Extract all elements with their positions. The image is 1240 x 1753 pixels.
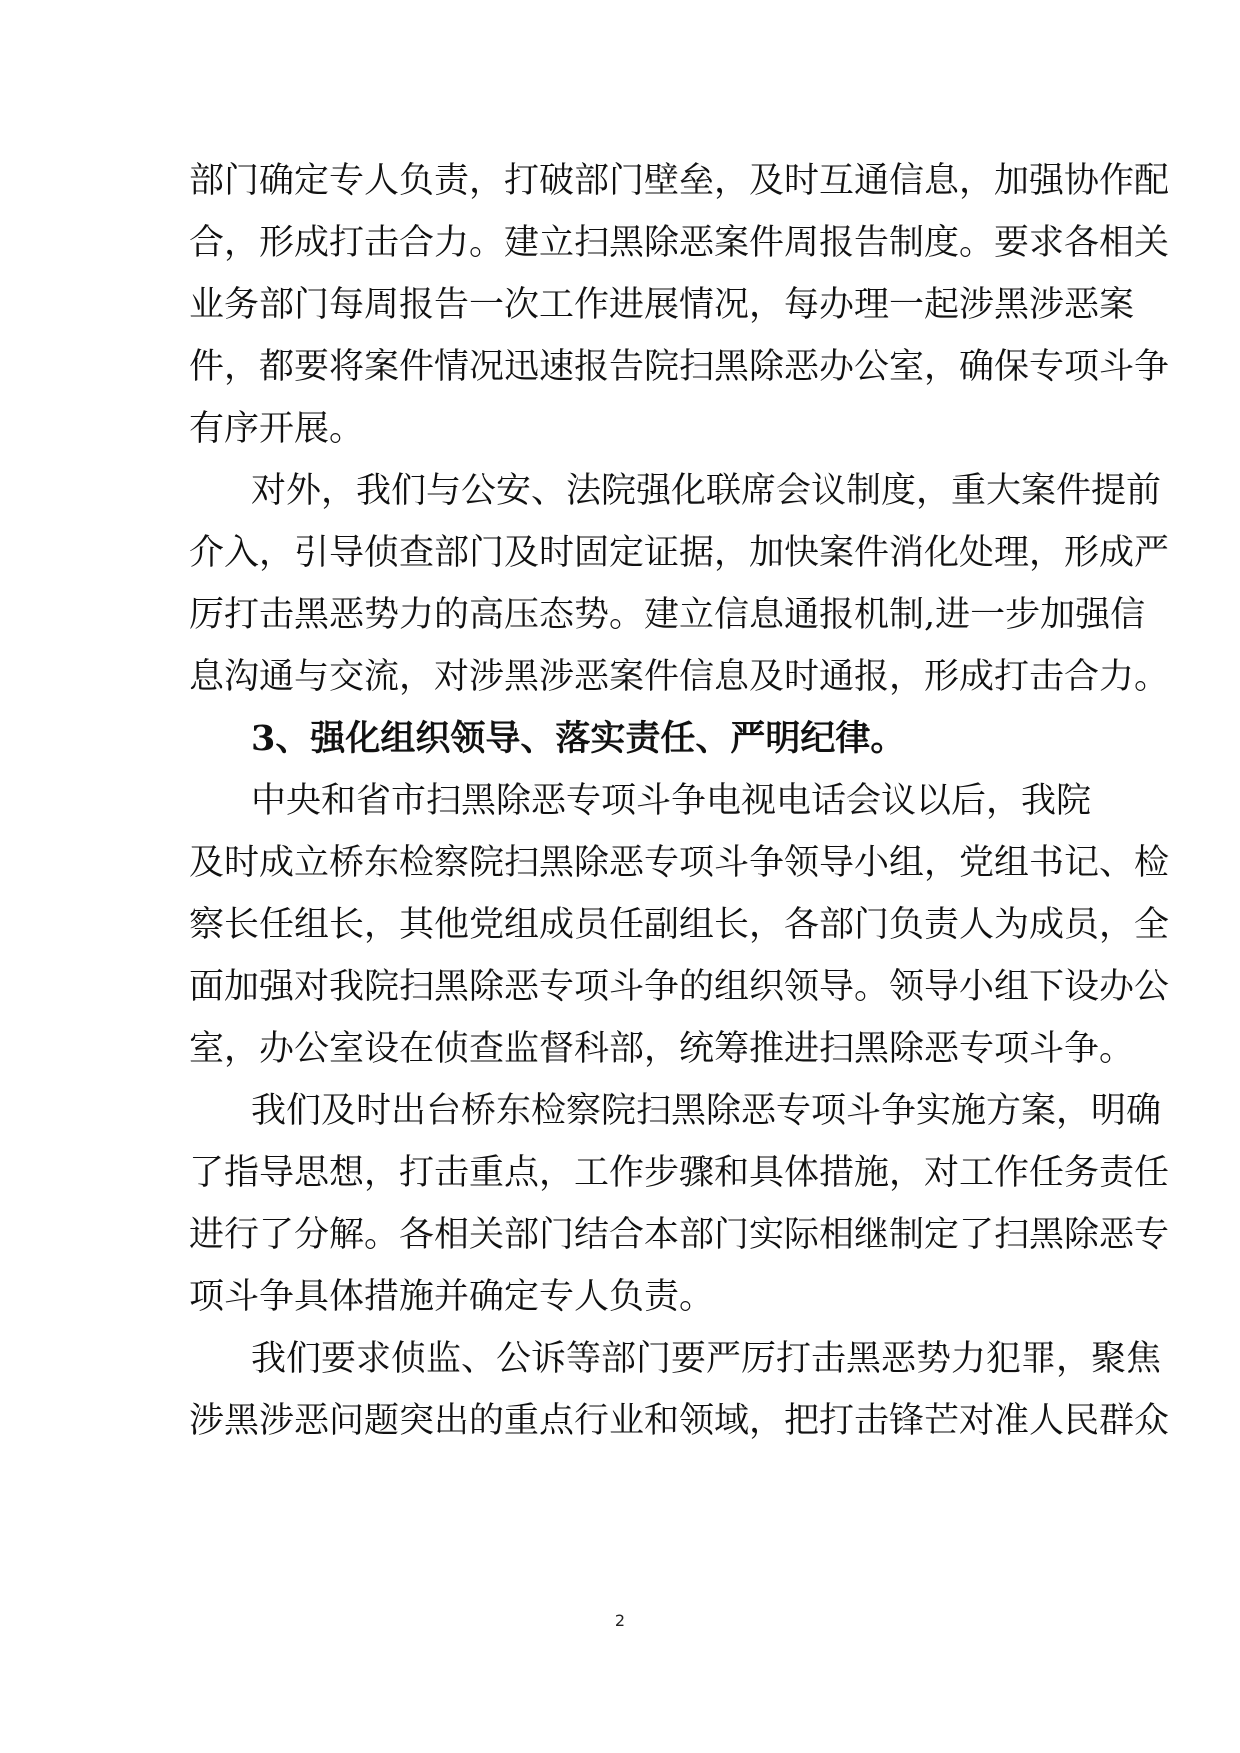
body-text-line: 了指导思想，打击重点，工作步骤和具体措施，对工作任务责任 [189,1153,1170,1193]
body-text-line: 息沟通与交流，对涉黑涉恶案件信息及时通报，形成打击合力。 [189,657,1170,697]
body-text-line: 对外，我们与公安、法院强化联席会议制度，重大案件提前 [251,471,1162,511]
body-text-line: 件，都要将案件情况迅速报告院扫黑除恶办公室，确保专项斗争 [189,347,1170,387]
body-text-line: 项斗争具体措施并确定专人负责。 [189,1277,715,1317]
body-text-line: 涉黑涉恶问题突出的重点行业和领域，把打击锋芒对准人民群众 [189,1401,1170,1441]
body-text-line: 业务部门每周报告一次工作进展情况，每办理一起涉黑涉恶案 [189,285,1135,325]
body-text-line: 进行了分解。各相关部门结合本部门实际相继制定了扫黑除恶专 [189,1215,1170,1255]
body-text-line: 有序开展。 [189,409,365,449]
page-number: 2 [614,1611,626,1630]
body-text-line: 察长任组长，其他党组成员任副组长，各部门负责人为成员，全 [189,905,1170,945]
body-text-line: 合，形成打击合力。建立扫黑除恶案件周报告制度。要求各相关 [189,223,1170,263]
body-text-line: 及时成立桥东检察院扫黑除恶专项斗争领导小组，党组书记、检 [189,843,1170,883]
body-text-line: 中央和省市扫黑除恶专项斗争电视电话会议以后，我院 [251,781,1092,821]
body-text-line: 介入，引导侦查部门及时固定证据，加快案件消化处理，形成严 [189,533,1170,573]
body-text-line: 面加强对我院扫黑除恶专项斗争的组织领导。领导小组下设办公 [189,967,1170,1007]
section-heading: 3、强化组织领导、落实责任、严明纪律。 [251,718,906,759]
body-text-line: 部门确定专人负责，打破部门壁垒，及时互通信息，加强协作配 [189,161,1170,201]
body-text-line: 我们及时出台桥东检察院扫黑除恶专项斗争实施方案，明确 [251,1091,1162,1131]
body-text-line: 室，办公室设在侦查监督科部，统筹推进扫黑除恶专项斗争。 [189,1029,1135,1069]
body-text-line: 厉打击黑恶势力的高压态势。建立信息通报机制,进一步加强信 [189,595,1146,635]
body-text-line: 我们要求侦监、公诉等部门要严厉打击黑恶势力犯罪，聚焦 [251,1339,1162,1379]
